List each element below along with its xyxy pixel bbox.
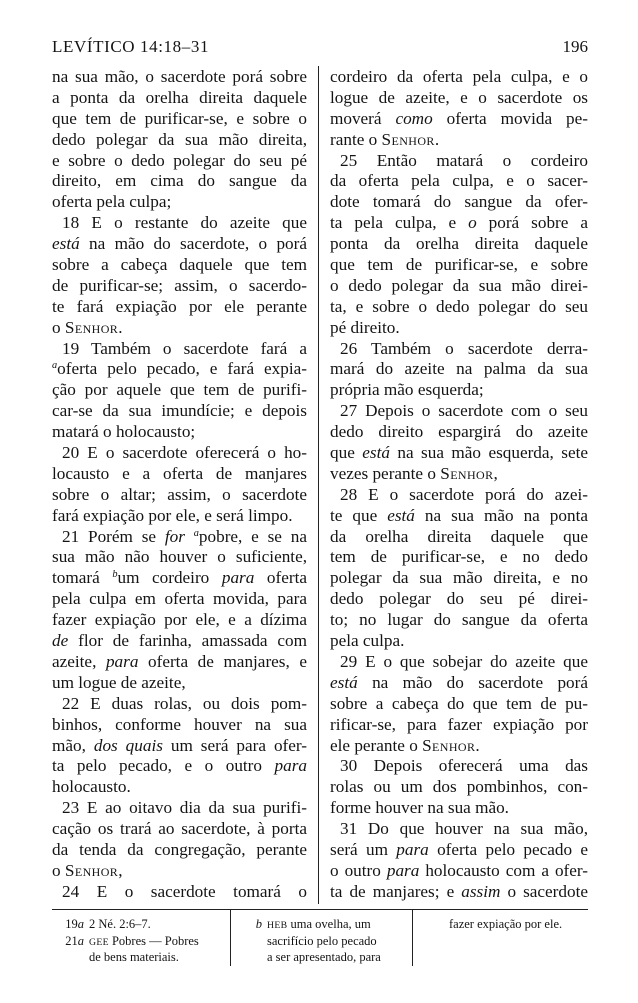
text-run: Pobres — Pobres	[108, 933, 199, 948]
text-line: da oferta pela culpa, e o sacer-	[330, 171, 588, 191]
italic-run: for	[164, 526, 185, 546]
text-line: binhos, conforme houver na sua	[52, 714, 307, 734]
footnote-text	[267, 917, 371, 931]
verse-start-line: 26 Também o sacerdote derra-	[340, 338, 588, 358]
text-line: ção por aquele que tem de purifi-	[52, 380, 307, 400]
text-run: porá sobre a	[476, 213, 588, 233]
text-run: mão,	[52, 735, 94, 755]
footnote-letter: b	[255, 917, 262, 931]
text-line: cação os trará ao sacerdote, à porta	[52, 819, 307, 839]
footnote-line	[52, 949, 228, 966]
verse-start-line: 20 E o sacerdote oferecerá o ho-	[62, 443, 307, 463]
text-line	[52, 756, 307, 777]
footnote-line	[230, 949, 410, 966]
text-line: pé direito.	[330, 317, 400, 337]
text-line: na sua mão, o sacerdote porá sobre	[52, 67, 307, 86]
text-line: sobre o altar; assim, o sacerdote	[52, 484, 307, 504]
footnote-marker: a	[193, 527, 199, 539]
text-line: sua mão não houver o suficiente,	[52, 547, 307, 567]
text-run: na mão do sacerdote, o porá	[79, 234, 307, 254]
text-run: ta de manjares; e	[330, 881, 462, 901]
text-line	[330, 840, 588, 861]
text-line	[52, 736, 307, 757]
text-run: te que	[330, 505, 388, 525]
text-run: oferta	[254, 568, 307, 588]
footnote-column-3	[412, 916, 588, 933]
text-line: a ponta da orelha direita daquele	[52, 87, 307, 107]
text-line	[330, 861, 588, 882]
text-run: na sua mão esquerda, sete	[389, 443, 588, 463]
text-line: sobre a cabeça daquele que tem	[52, 255, 307, 275]
italic-run: dos quais	[93, 735, 163, 755]
text-line: que tem de purificar-se, e sobre	[330, 255, 588, 275]
text-run: moverá	[330, 108, 396, 128]
italic-run: está	[52, 234, 80, 254]
verse-start-line: 22 E duas rolas, ou dois pom-	[62, 693, 307, 713]
footnote-verse-ref: 21	[65, 933, 78, 948]
footnote-marker: a	[52, 360, 58, 372]
italic-run: para	[221, 568, 255, 588]
text-line	[52, 568, 307, 589]
text-run: ta pela culpa, e	[330, 213, 469, 233]
verse-start-line: 23 E ao oitavo dia da sua purifi-	[62, 798, 307, 818]
text-line	[52, 359, 307, 380]
italic-run: de	[52, 631, 69, 651]
verse-start-line: 29 E o que sobejar do azeite que	[340, 651, 588, 671]
text-line	[330, 464, 588, 485]
footnote-separator	[52, 909, 588, 910]
text-line: oferta pela culpa;	[52, 192, 172, 212]
text-line: fazer expiação por ele, e a dízima	[52, 610, 307, 630]
running-head: LEVÍTICO 14:18–31	[52, 37, 210, 56]
text-line: de purificar-se; assim, o sacerdo-	[52, 275, 307, 295]
text-line	[330, 109, 588, 130]
text-run: tomará	[52, 568, 113, 588]
text-run: uma ovelha, um	[287, 917, 371, 931]
text-line	[330, 673, 588, 694]
text-run: ele perante o	[330, 735, 423, 755]
text-run: será um	[330, 839, 397, 859]
text-line: pela culpa em oferta movida, para	[52, 589, 307, 609]
text-line: própria mão esquerda;	[330, 380, 484, 400]
footnote-text: sacrifício pelo pecado	[267, 933, 377, 948]
text-line: rificar-se, para fazer expiação por	[330, 714, 588, 734]
text-line: polegar da sua mão direita, e no	[330, 568, 588, 588]
text-line	[52, 631, 307, 652]
text-run: pobre, e se na	[198, 526, 307, 546]
text-line: da tenda da congregação, perante	[52, 839, 307, 859]
footnote-text	[89, 934, 199, 948]
italic-run: está	[362, 443, 390, 463]
text-line	[330, 443, 588, 464]
text-line	[52, 234, 307, 255]
small-caps-run: Senhor	[381, 129, 435, 149]
italic-run: para	[386, 860, 420, 880]
text-line: locausto e a oferta de manjares	[52, 463, 307, 483]
text-run: na sua mão na ponta	[414, 505, 588, 525]
footnote-letter: a	[77, 917, 84, 931]
small-caps-run: Senhor	[64, 317, 119, 337]
small-caps-run: Senhor	[422, 735, 476, 755]
footnote-line	[230, 933, 410, 950]
verse-start-line: 25 Então matará o cordeiro	[340, 150, 588, 170]
italic-run: como	[395, 108, 433, 128]
text-line: dedo direito espargirá do azeite	[330, 422, 588, 442]
text-line: um logue de azeite,	[52, 672, 186, 692]
text-run: o	[52, 317, 65, 337]
text-run: oferta pelo pecado e	[428, 839, 588, 859]
footnote-label	[230, 916, 262, 933]
text-run: .	[118, 317, 123, 337]
text-line: forme houver na sua mão.	[330, 798, 509, 818]
page-number: 196	[562, 37, 588, 56]
footnote-line	[230, 916, 410, 933]
text-run: flor de farinha, amassada com	[68, 631, 307, 651]
footnote-label	[52, 916, 84, 933]
abbreviation-run: GEE	[89, 936, 109, 948]
footnote-marker: b	[112, 569, 118, 581]
text-line: sobre a cabeça do que tem de pu-	[330, 693, 588, 713]
text-run	[185, 527, 194, 546]
text-line: dedo polegar do seu pé direi-	[330, 589, 588, 609]
text-line: pela culpa.	[330, 631, 405, 651]
text-run: ,	[118, 860, 123, 880]
abbreviation-run: HEB	[267, 920, 288, 931]
text-line	[330, 506, 588, 527]
footnote-letter: a	[77, 933, 84, 948]
text-line	[330, 736, 588, 757]
text-run: o outro	[330, 860, 387, 880]
text-line: cordeiro da oferta pela culpa, e o	[330, 67, 588, 86]
text-line	[330, 882, 588, 903]
column-divider	[318, 66, 319, 904]
footnote-line	[412, 916, 588, 933]
verse-start-line	[52, 527, 307, 548]
verse-start-line: 30 Depois oferecerá uma das	[340, 756, 588, 776]
text-run: o sacerdote	[500, 881, 588, 901]
italic-run: para	[396, 839, 429, 859]
text-line: e sobre o dedo polegar do seu pé	[52, 150, 307, 170]
text-run: na mão do sacerdote porá	[357, 672, 588, 692]
text-run: rante o	[330, 129, 382, 149]
text-line: dedo polegar da sua mão direita,	[52, 129, 307, 149]
text-run: .	[475, 735, 480, 755]
text-run: oferta pelo pecado, e fará expia-	[57, 359, 307, 379]
text-run: 21 Porém se	[62, 526, 165, 546]
text-line: ponta da orelha direita daquele	[330, 234, 588, 254]
text-line: mará do azeite na palma da sua	[330, 359, 588, 379]
text-run: oferta de manjares, e	[138, 651, 307, 671]
text-run: holocausto com a ofer-	[419, 860, 588, 880]
verse-start-line: 27 Depois o sacerdote com o seu	[340, 401, 588, 421]
footnote-line	[52, 933, 228, 950]
small-caps-run: Senhor	[64, 860, 119, 880]
verse-start-line: 24 E o sacerdote tomará o	[62, 881, 307, 901]
text-column-right	[330, 67, 588, 903]
small-caps-run: Senhor	[440, 463, 494, 483]
text-line: ta, e sobre o dedo polegar do seu	[330, 296, 588, 316]
text-line: da orelha direita daquele que	[330, 526, 588, 546]
italic-run: assim	[461, 881, 501, 901]
text-line: rolas ou um dos pombinhos, con-	[330, 777, 588, 797]
text-line: matará o holocausto;	[52, 422, 196, 442]
text-line: fará expiação por ele, e será limpo.	[52, 505, 293, 525]
text-line	[330, 130, 588, 151]
footnote-line	[52, 916, 228, 933]
text-run: azeite,	[52, 651, 106, 671]
footnote-column-1	[52, 916, 228, 966]
text-run: que	[330, 443, 363, 463]
italic-run: para	[274, 756, 307, 776]
italic-run: para	[105, 651, 139, 671]
verse-start-line: 18 E o restante do azeite que	[62, 213, 307, 233]
text-run: ta pelo pecado, e o outro	[52, 756, 275, 776]
footnote-text: 2 Né. 2:6–7.	[89, 917, 151, 931]
text-run: ,	[493, 463, 498, 483]
text-line: tem de purificar-se, e no dedo	[330, 547, 588, 567]
footnote-column-2	[230, 916, 410, 966]
text-line: holocausto.	[52, 777, 131, 797]
text-line: direito, em cima do sangue da	[52, 171, 307, 191]
footnote-text: de bens materiais.	[89, 950, 179, 965]
text-line: te fará expiação por ele perante	[52, 296, 307, 316]
italic-run: está	[330, 672, 358, 692]
text-column-left	[52, 67, 307, 903]
text-line	[52, 652, 307, 673]
footnote-text: fazer expiação por ele.	[449, 917, 563, 931]
text-line	[52, 861, 307, 882]
italic-run: o	[468, 213, 477, 233]
text-line: dote tomará do sangue da ofer-	[330, 192, 588, 212]
text-run: um será para ofer-	[162, 735, 307, 755]
text-line: to; no lugar do sangue da oferta	[330, 610, 588, 630]
verse-start-line: 31 Do que houver na sua mão,	[340, 819, 588, 839]
text-line: que tem de purificar-se, e sobre o	[52, 108, 307, 128]
text-run: oferta movida pe-	[432, 108, 588, 128]
footnote-verse-ref: 19	[65, 917, 78, 931]
text-line: logue de azeite, e o sacerdote os	[330, 87, 588, 107]
text-run: .	[434, 129, 440, 149]
verse-start-line: 28 E o sacerdote porá do azei-	[340, 484, 588, 504]
text-run: um cordeiro	[117, 568, 222, 588]
footnote-text: a ser apresentado, para	[267, 950, 381, 965]
text-run: o	[52, 860, 65, 880]
footnote-label	[52, 933, 84, 950]
text-line	[52, 318, 307, 339]
italic-run: está	[387, 505, 415, 525]
verse-start-line: 19 Também o sacerdote fará a	[62, 338, 307, 358]
text-line	[330, 213, 588, 234]
text-run: vezes perante o	[330, 463, 441, 483]
text-line: o dedo polegar da sua mão direi-	[330, 275, 588, 295]
text-line: car-se da sua imundície; e depois	[52, 401, 307, 421]
